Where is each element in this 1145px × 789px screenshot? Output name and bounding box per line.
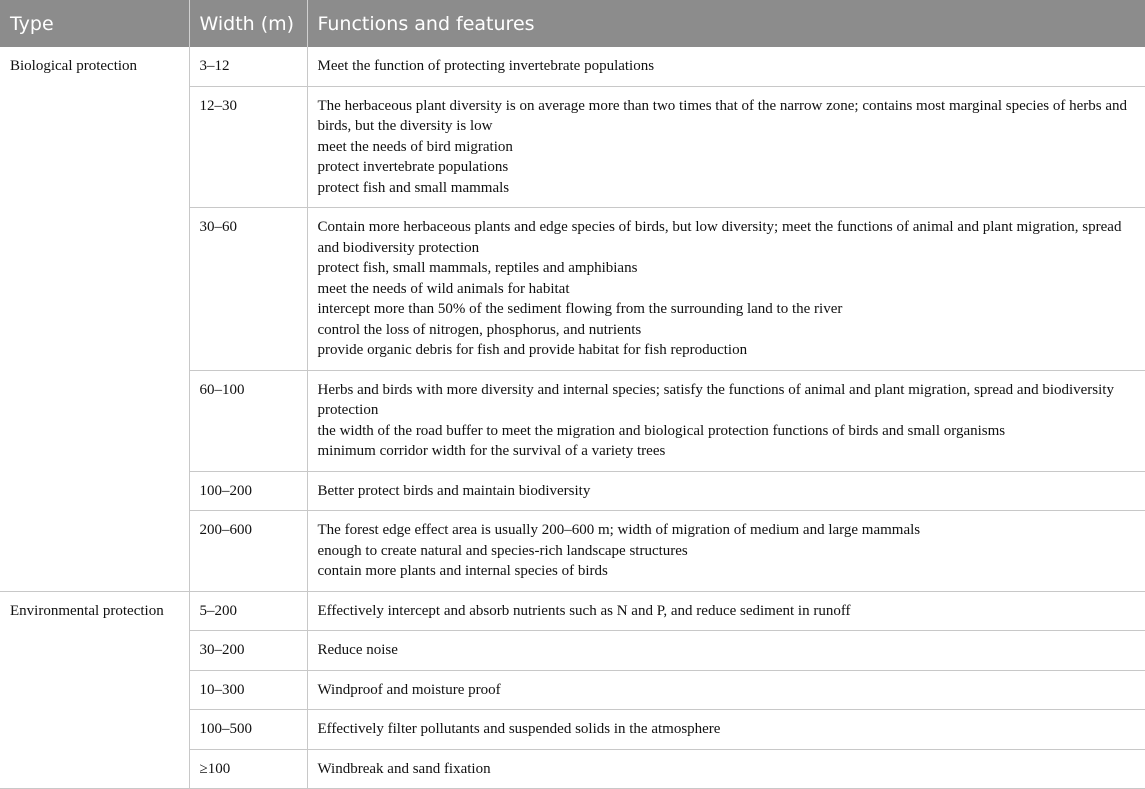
feature-line: Windproof and moisture proof bbox=[317, 681, 501, 698]
type-cell: Biological protection bbox=[0, 47, 189, 591]
feature-line: The herbaceous plant diversity is on average more than two times that of the narrow zone; contains most marginal species of herbs and birds, but the diversity is low bbox=[317, 97, 1127, 134]
width-cell: ≥100 bbox=[189, 749, 307, 789]
feature-line: The forest edge effect area is usually 200–600 m; width of migration of medium and large mammals bbox=[317, 522, 921, 538]
feature-line: meet the needs of wild animals for habitat bbox=[317, 280, 570, 297]
features-cell bbox=[307, 670, 1145, 710]
feature-line: protect invertebrate populations bbox=[317, 159, 509, 175]
features-cell bbox=[307, 710, 1145, 750]
feature-line: provide organic debris for fish and provide habitat for fish reproduction bbox=[317, 342, 748, 358]
header-width: Width (m) bbox=[189, 0, 307, 47]
header-functions: Functions and features bbox=[307, 0, 1145, 47]
width-cell: 100–500 bbox=[189, 710, 307, 750]
features-cell bbox=[307, 47, 1145, 86]
feature-line: Herbs and birds with more diversity and internal species; satisfy the functions of animal and plant migration, spread and biodiversity protection bbox=[317, 381, 1114, 418]
feature-line: Contain more herbaceous plants and edge species of birds, but low diversity; meet the functions of animal and plant migration, spread and biodiversity protection bbox=[317, 219, 1122, 256]
feature-line: Effectively filter pollutants and suspended solids in the atmosphere bbox=[317, 721, 721, 737]
feature-line: minimum corridor width for the survival of a variety trees bbox=[317, 443, 666, 459]
header-row bbox=[0, 0, 1145, 47]
feature-line: control the loss of nitrogen, phosphorus, and nutrients bbox=[317, 321, 642, 338]
width-cell: 100–200 bbox=[189, 471, 307, 511]
header-type: Type bbox=[0, 0, 189, 47]
feature-line: Better protect birds and maintain biodiversity bbox=[317, 482, 591, 499]
table-body bbox=[0, 47, 1145, 789]
features-cell bbox=[307, 208, 1145, 371]
feature-line: contain more plants and internal species of birds bbox=[317, 563, 608, 579]
table-row bbox=[0, 47, 1145, 86]
width-cell: 10–300 bbox=[189, 670, 307, 710]
feature-line: the width of the road buffer to meet the migration and biological protection functions of birds and small organisms bbox=[317, 422, 1006, 439]
features-cell bbox=[307, 471, 1145, 511]
width-cell: 30–200 bbox=[189, 631, 307, 671]
width-cell: 12–30 bbox=[189, 86, 307, 208]
feature-line: Meet the function of protecting invertebrate populations bbox=[317, 58, 655, 74]
features-cell bbox=[307, 86, 1145, 208]
feature-line: enough to create natural and species-rich landscape structures bbox=[317, 542, 688, 559]
table-header bbox=[0, 0, 1145, 47]
feature-line: intercept more than 50% of the sediment flowing from the surrounding land to the river bbox=[317, 301, 843, 317]
width-cell: 200–600 bbox=[189, 511, 307, 592]
features-cell bbox=[307, 370, 1145, 471]
width-cell: 60–100 bbox=[189, 370, 307, 471]
features-cell bbox=[307, 591, 1145, 631]
width-cell: 5–200 bbox=[189, 591, 307, 631]
feature-line: protect fish, small mammals, reptiles and amphibians bbox=[317, 260, 638, 276]
width-cell: 3–12 bbox=[189, 47, 307, 86]
type-cell: Environmental protection bbox=[0, 591, 189, 789]
table-row bbox=[0, 591, 1145, 631]
feature-line: protect fish and small mammals bbox=[317, 179, 510, 196]
feature-line: Effectively intercept and absorb nutrients such as N and P, and reduce sediment in runoff bbox=[317, 602, 851, 619]
features-cell bbox=[307, 631, 1145, 671]
features-cell bbox=[307, 749, 1145, 789]
features-cell bbox=[307, 511, 1145, 592]
feature-line: meet the needs of bird migration bbox=[317, 138, 513, 155]
width-cell: 30–60 bbox=[189, 208, 307, 371]
feature-line: Reduce noise bbox=[317, 642, 398, 658]
feature-line: Windbreak and sand fixation bbox=[317, 760, 491, 777]
